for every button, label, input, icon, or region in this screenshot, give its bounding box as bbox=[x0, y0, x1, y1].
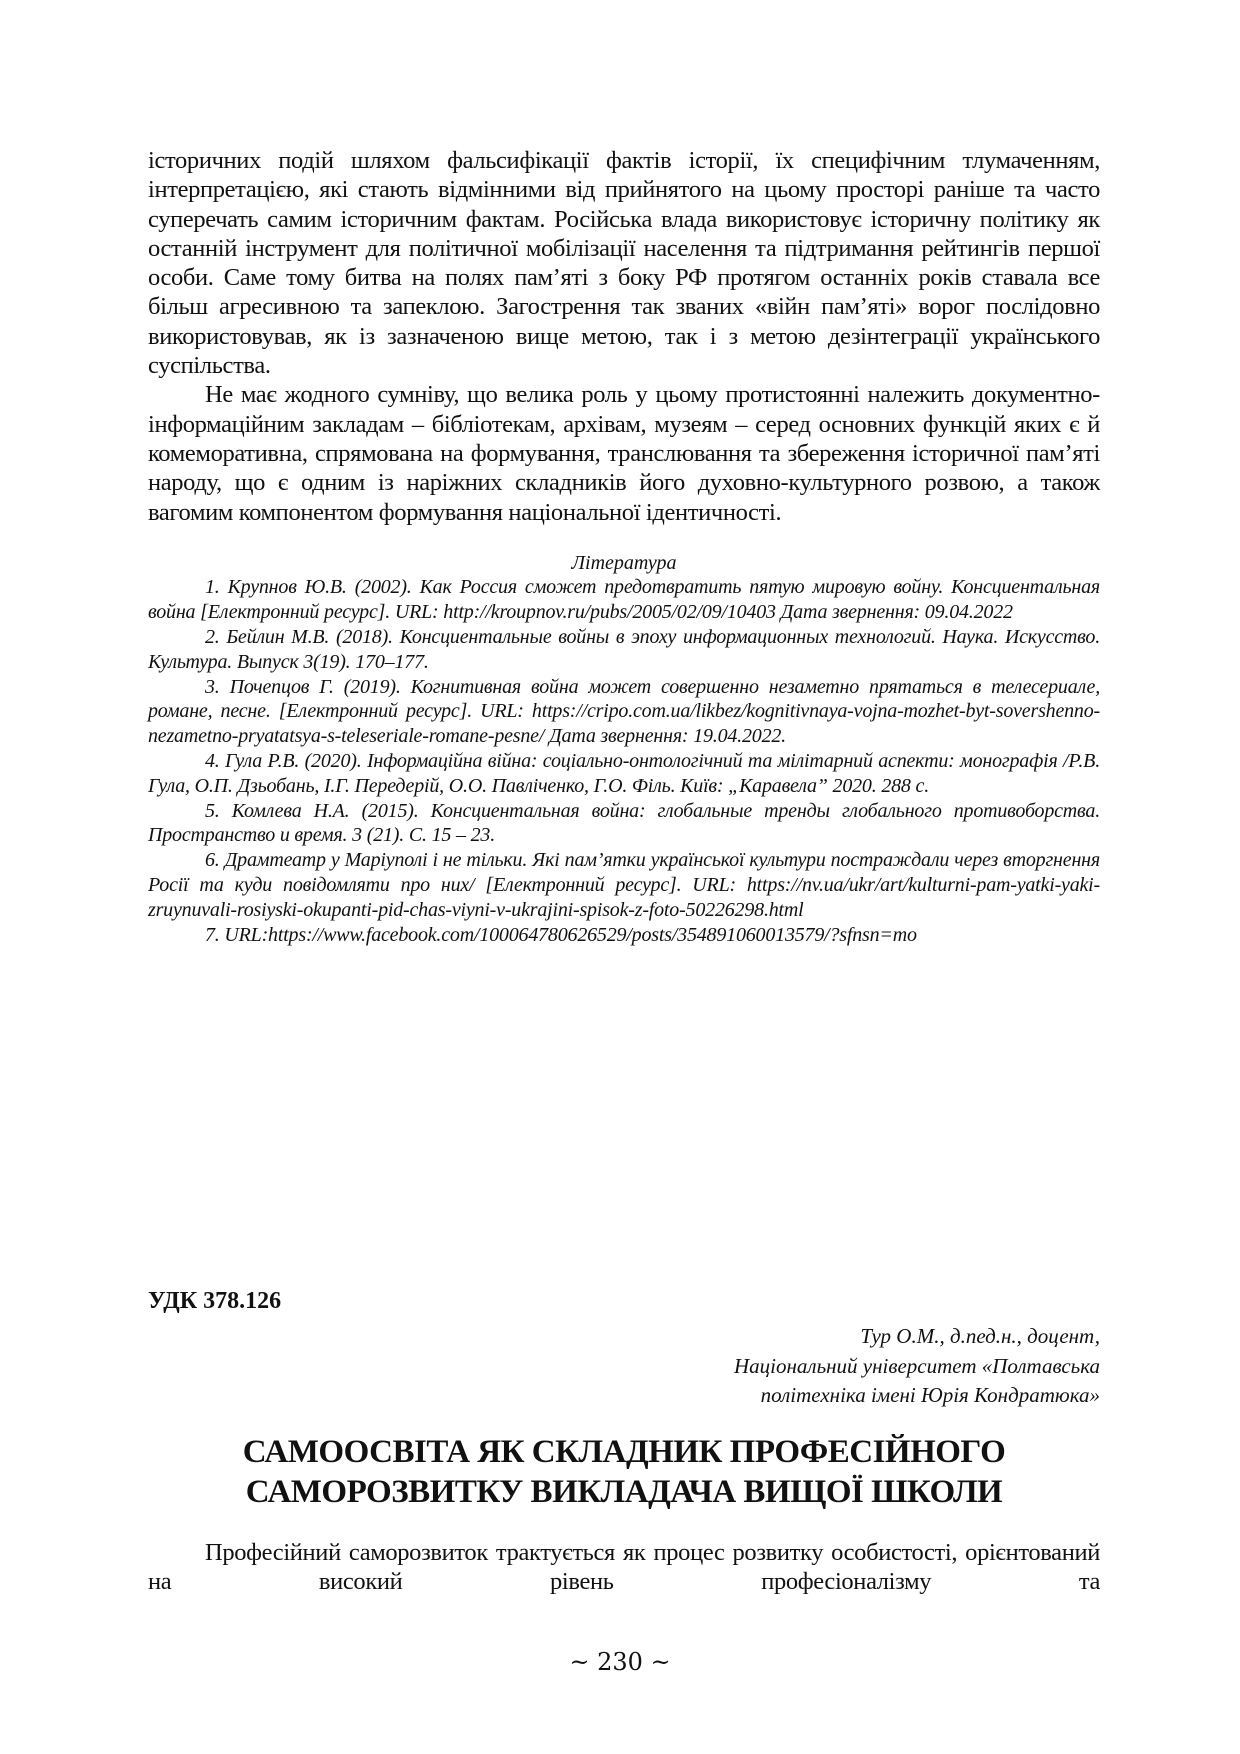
page-content bbox=[148, 146, 1100, 947]
reference-item: 1. Крупнов Ю.В. (2002). Как Россия сможет предотвратить пятую мировую войну. Консциентальная война [Електронний ресурс]. URL: http://kroupnov.ru/pubs/2005/02/09/10403 Дата звернення: 09.04.2022 bbox=[148, 576, 1100, 624]
reference-item: 4. Гула Р.В. (2020). Інформаційна війна: соціально-онтологічний та мілітарний аспекти: монографія /Р.В. Гула, О.П. Дзьобань, І.Г. Передерій, О.О. Павліченко, Г.О. Філь. Київ: „Каравела” 2020. 288 с. bbox=[148, 749, 1100, 797]
intro-paragraph: Професійний саморозвиток трактується як процес розвитку особистості, орієнтований на високий рівень професіоналізму та bbox=[148, 1539, 1100, 1596]
reference-item: 6. Драмтеатр у Маріуполі і не тільки. Які пам’ятки української культури постраждали через вторгнення Росії та куди повідомляти про них/ [Електронний ресурс]. URL: https://nv.ua/ukr/art/kulturni-pam-yatki-yaki-zruynuvali-rosiyski-okupanti-pid-chas-viyni-v-ukrajini-spisok-z-foto-50226298.html bbox=[148, 849, 1100, 921]
author-name: Тур О.М., д.пед.н., доцент, bbox=[860, 1324, 1100, 1348]
body-paragraph: Не має жодного сумніву, що велика роль у цьому протистоянні належить документно-інформаційним закладам – бібліотекам, архівам, музеям – серед основних функцій яких є й комеморативна, спрямована на формування, транслювання та збереження історичної пам’яті народу, що є одним із наріжних складників його духовно-культурного розвою, а також вагомим компонентом формування національної ідентичності. bbox=[148, 381, 1100, 526]
udk-code: УДК 378.126 bbox=[148, 1288, 282, 1314]
references-title: Література bbox=[571, 551, 677, 574]
reference-item: 7. URL:https://www.facebook.com/100064780626529/posts/354891060013579/?sfnsn=mo bbox=[205, 923, 917, 946]
author-affiliation: Національний університет «Полтавська bbox=[734, 1353, 1100, 1378]
reference-item: 3. Почепцов Г. (2019). Когнитивная война может совершенно незаметно прятаться в телесериале, романе, песне. [Електронний ресурс]. URL: https://cripo.com.ua/likbez/kognitivnaya-vojna-mozhet-byt-sovershenno-nezametno-pryatatsya-s-teleseriale-romane-pesne/ Дата звернення: 19.04.2022. bbox=[148, 675, 1100, 748]
author-affiliation: політехніка імені Юрія Кондратюка» bbox=[760, 1383, 1100, 1407]
article-title-line: САМОРОЗВИТКУ ВИКЛАДАЧА ВИЩОЇ ШКОЛИ bbox=[245, 1474, 1003, 1510]
references-section bbox=[148, 551, 1100, 947]
article-title-line: САМООСВІТА ЯК СКЛАДНИК ПРОФЕСІЙНОГО bbox=[242, 1434, 1006, 1470]
body-paragraph: історичних подій шляхом фальсифікації фактів історії, їх специфічним тлумаченням, інтерпретацією, які стають відмінними від прийнятого на цьому просторі раніше та часто суперечать самим історичним фактам. Російська влада використовує історичну політику як останній інструмент для політичної мобілізації населення та підтримання рейтингів першої особи. Саме тому битва на полях пам’яті з боку РФ протягом останніх років ставала все більш агресивною та запеклою. Загострення так званих «війн пам’яті» ворог послідовно використовував, як із зазначеною вище метою, так і з метою дезінтеграції українського суспільства. bbox=[148, 147, 1100, 380]
page-number: ~ 230 ~ bbox=[569, 1648, 671, 1676]
author-block bbox=[734, 1322, 1100, 1411]
article-title bbox=[148, 1432, 1100, 1512]
reference-item: 2. Бейлин М.В. (2018). Консциентальные войны в эпоху информационных технологий. Наука. Искусство. Культура. Выпуск 3(19). 170–177. bbox=[148, 625, 1100, 673]
article-intro bbox=[148, 1538, 1100, 1597]
reference-item: 5. Комлева Н.А. (2015). Консциентальная война: глобальные тренды глобального противоборства. Пространство и время. 3 (21). С. 15 – 23. bbox=[148, 799, 1100, 847]
